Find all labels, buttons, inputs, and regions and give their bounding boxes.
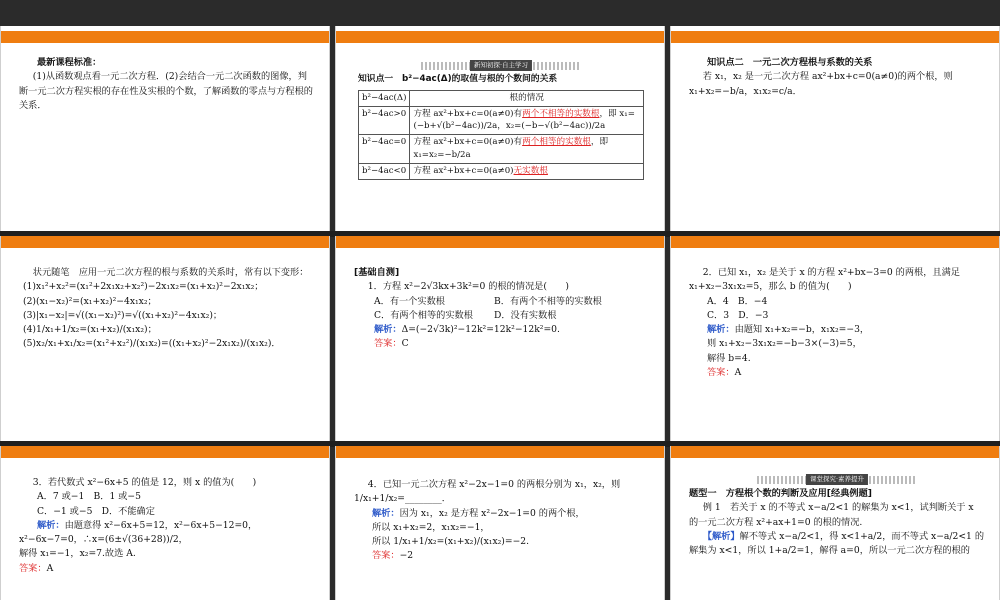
solution-line: 因为 x₁，x₂ 是方程 x²−2x−1=0 的两个根， [399,507,585,519]
question: 4．已知一元二次方程 x²−2x−1=0 的两根分别为 x₁，x₂，则 1/x₁+1/x₂=________． [354,479,621,505]
solution-line: 所以 x₁+x₂=2，x₁x₂=−1， [372,521,490,533]
option: C．3 [707,309,730,321]
section-title: [基础自测] [354,267,400,278]
solution-label: 【解析】 [702,530,740,542]
solution-line: 解得 b=4. [707,352,751,364]
table-row: b²−4ac<0 方程 ax²+bx+c=0(a≠0)无实数根 [359,164,644,180]
slide-4[interactable] [0,236,330,441]
slide-5[interactable] [335,236,665,441]
top-toolbar [0,0,1000,26]
question: 1．方程 x²−2√3kx+3k²=0 的根的情况是( ) [367,281,569,293]
solution-line: 由题意得 x²−6x+5=12，x²−6x+5−12=0， [64,519,258,531]
slide-6[interactable] [670,236,1000,441]
answer-value: C [401,338,409,350]
option: D．不能确定 [101,505,155,517]
solution-label: 解析： [374,324,402,335]
section-banner: 新知初探·自主学习 [421,62,581,70]
paragraph: 若 x₁，x₂ 是一元二次方程 ax²+bx+c=0(a≠0)的两个根，则 x₁+x₂=−b/a，x₁x₂=c/a． [689,71,953,97]
formula-item: (2)(x₁−x₂)²=(x₁+x₂)²−4x₁x₂； [23,295,157,307]
note-title: 状元随笔 应用一元二次方程的根与系数的关系时，常有以下变形： [32,267,309,278]
slide-header-bar [1,31,329,43]
option: D．没有实数根 [494,309,557,321]
question: 2．已知 x₁，x₂ 是关于 x 的方程 x²+bx−3=0 的两根，且满足 x₁+x₂−3x₁x₂=5，那么 b 的值为( ) [689,267,960,293]
answer-label: 答案： [372,550,400,562]
answer-value: A [46,562,54,574]
topic-title: 题型一 方程根个数的判断及应用[经典例题] [689,488,872,499]
paragraph: (1)从函数观点看一元二次方程．(2)会结合一元二次函数的图像，判断一元二次方程实根的存在性及实根的个数，了解函数的零点与方程根的关系． [19,71,313,111]
option: B．1 或−5 [93,491,141,503]
answer-label: 答案： [374,338,402,350]
option: B．有两个不相等的实数根 [494,295,602,307]
solution-line: 所以 1/x₁+1/x₂=(x₁+x₂)/(x₁x₂)=−2. [372,536,530,547]
solution-label: 解析： [372,507,400,519]
slide-header-bar [1,446,329,458]
knowledge-point-title: 知识点一 b²−4ac(Δ)的取值与根的个数间的关系 [358,74,558,84]
option: D．−3 [738,309,769,321]
solution-line: 则 x₁+x₂−3x₁x₂=−b−3×(−3)=5， [707,338,862,350]
solution-text: 解不等式 x−a/2<1，得 x<1+a/2，而不等式 x−a/2<1 的解集为 x<1，所以 1+a/2=1，解得 a=0，所以一元二次方程的根的 [689,530,985,556]
knowledge-point-title: 知识点二 一元二次方程根与系数的关系 [707,57,873,68]
answer-label: 答案： [707,366,735,378]
table-header: b²−4ac(Δ) [359,90,410,106]
slide-header-bar [336,446,664,458]
slide-1[interactable] [0,26,330,231]
option: C．有两个相等的实数根 [374,309,473,321]
slide-9[interactable] [670,446,1000,600]
slide-header-bar [671,236,999,248]
slide-header-bar [336,236,664,248]
answer-label: 答案： [19,562,47,574]
formula-item: (4)1/x₁+1/x₂=(x₁+x₂)/(x₁x₂)； [23,324,157,335]
formula-item: (3)|x₁−x₂|=√((x₁−x₂)²)=√((x₁+x₂)²−4x₁x₂)； [23,309,223,321]
option: B．−4 [737,295,768,307]
table-header: 根的情况 [410,90,644,106]
slide-2[interactable] [335,26,665,231]
example: 例 1 若关于 x 的不等式 x−a/2<1 的解集为 x<1，试判断关于 x 的一元二次方程 x²+ax+1=0 的根的情况. [689,502,974,528]
formula-item: (1)x₁²+x₂²=(x₁²+2x₁x₂+x₂²)−2x₁x₂=(x₁+x₂)²−2x₁x₂； [23,281,264,293]
formula-item: (5)x₂/x₁+x₁/x₂=(x₁²+x₂²)/(x₁x₂)=((x₁+x₂)²−2x₁x₂)/(x₁x₂)． [23,338,281,350]
discriminant-table [358,90,644,180]
question: 3．若代数式 x²−6x+5 的值是 12，则 x 的值为( ) [32,477,257,488]
slide-3[interactable] [670,26,1000,231]
slide-header-bar [336,31,664,43]
option: A．7 或−1 [37,491,85,503]
table-row: b²−4ac=0 方程 ax²+bx+c=0(a≠0)有两个相等的实数根，即 x₁=x₂=−b/2a [359,135,644,164]
solution-line: 由题知 x₁+x₂=−b，x₁x₂=−3， [734,324,870,335]
solution-line: 解得 x₁=−1，x₂=7.故选 A. [19,548,136,560]
answer-value: A [734,366,742,378]
option: A．4 [707,295,729,307]
slide-7[interactable] [0,446,330,600]
option: A．有一个实数根 [374,295,445,307]
section-banner: 课堂探究·素养提升 [757,476,917,484]
solution-label: 解析： [707,324,735,335]
option: C．−1 或−5 [37,505,93,517]
slide-header-bar [671,446,999,458]
table-row: b²−4ac>0 方程 ax²+bx+c=0(a≠0)有两个不相等的实数根，即 x₁=(−b+√(b²−4ac))/2a，x₂=(−b−√(b²−4ac))/2a [359,106,644,135]
slide-8[interactable] [335,446,665,600]
solution-text: Δ=(−2√3k)²−12k²=12k²−12k²=0. [401,324,560,335]
answer-value: −2 [399,550,414,562]
section-title: 最新课程标准： [37,57,102,68]
slide-header-bar [1,236,329,248]
solution-line: x²−6x−7=0，∴x=(6±√(36+28))/2， [19,534,188,545]
solution-label: 解析： [37,519,65,531]
slide-header-bar [671,31,999,43]
